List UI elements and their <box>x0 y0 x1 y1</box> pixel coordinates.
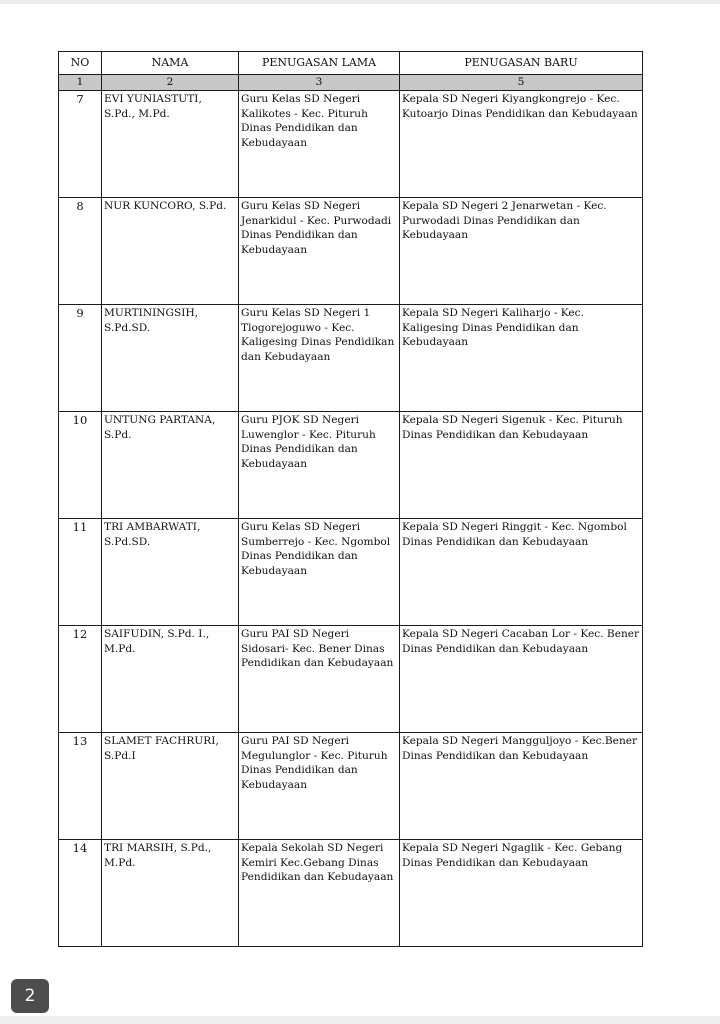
cell-penugasan-baru: Kepala SD Negeri Ngaglik - Kec. Gebang Dinas Pendidikan dan Kebudayaan <box>400 840 643 947</box>
table-row <box>59 840 643 947</box>
cell-penugasan-lama: Guru Kelas SD Negeri Kalikotes - Kec. Pituruh Dinas Pendidikan dan Kebudayaan <box>239 91 400 198</box>
viewer-bottom-bar <box>0 1016 720 1024</box>
table-row <box>59 412 643 519</box>
header-row <box>59 52 643 75</box>
header-penugasan-lama: PENUGASAN LAMA <box>239 52 400 75</box>
page-number-badge[interactable]: 2 <box>11 979 49 1013</box>
cell-nama: EVI YUNIASTUTI, S.Pd., M.Pd. <box>102 91 239 198</box>
cell-penugasan-baru: Kepala SD Negeri 2 Jenarwetan - Kec. Purwodadi Dinas Pendidikan dan Kebudayaan <box>400 198 643 305</box>
assignment-table <box>58 51 643 947</box>
column-number-no: 1 <box>59 75 102 91</box>
column-number-baru: 5 <box>400 75 643 91</box>
cell-penugasan-baru: Kepala SD Negeri Kiyangkongrejo - Kec. Kutoarjo Dinas Pendidikan dan Kebudayaan <box>400 91 643 198</box>
header-nama: NAMA <box>102 52 239 75</box>
cell-nama: SLAMET FACHRURI, S.Pd.I <box>102 733 239 840</box>
cell-nama: TRI AMBARWATI, S.Pd.SD. <box>102 519 239 626</box>
cell-nama: UNTUNG PARTANA, S.Pd. <box>102 412 239 519</box>
cell-no: 10 <box>59 412 102 519</box>
cell-penugasan-baru: Kepala SD Negeri Kaliharjo - Kec. Kaligesing Dinas Pendidikan dan Kebudayaan <box>400 305 643 412</box>
table-row <box>59 519 643 626</box>
cell-no: 13 <box>59 733 102 840</box>
cell-no: 12 <box>59 626 102 733</box>
column-number-nama: 2 <box>102 75 239 91</box>
cell-penugasan-lama: Guru Kelas SD Negeri Sumberrejo - Kec. Ngombol Dinas Pendidikan dan Kebudayaan <box>239 519 400 626</box>
cell-no: 8 <box>59 198 102 305</box>
table-row <box>59 733 643 840</box>
cell-penugasan-lama: Guru PJOK SD Negeri Luwenglor - Kec. Pituruh Dinas Pendidikan dan Kebudayaan <box>239 412 400 519</box>
cell-nama: NUR KUNCORO, S.Pd. <box>102 198 239 305</box>
cell-penugasan-baru: Kepala SD Negeri Mangguljoyo - Kec.Bener Dinas Pendidikan dan Kebudayaan <box>400 733 643 840</box>
table-row <box>59 305 643 412</box>
cell-penugasan-lama: Guru Kelas SD Negeri Jenarkidul - Kec. Purwodadi Dinas Pendidikan dan Kebudayaan <box>239 198 400 305</box>
table-row <box>59 198 643 305</box>
header-no: NO <box>59 52 102 75</box>
cell-no: 11 <box>59 519 102 626</box>
cell-nama: SAIFUDIN, S.Pd. I., M.Pd. <box>102 626 239 733</box>
cell-penugasan-lama: Guru Kelas SD Negeri 1 Tlogorejoguwo - Kec. Kaligesing Dinas Pendidikan dan Kebudayaan <box>239 305 400 412</box>
column-number-row <box>59 75 643 91</box>
cell-penugasan-lama: Guru PAI SD Negeri Sidosari- Kec. Bener Dinas Pendidikan dan Kebudayaan <box>239 626 400 733</box>
cell-penugasan-lama: Kepala Sekolah SD Negeri Kemiri Kec.Gebang Dinas Pendidikan dan Kebudayaan <box>239 840 400 947</box>
table-row <box>59 626 643 733</box>
cell-penugasan-baru: Kepala SD Negeri Sigenuk - Kec. Pituruh Dinas Pendidikan dan Kebudayaan <box>400 412 643 519</box>
table-row <box>59 91 643 198</box>
column-number-lama: 3 <box>239 75 400 91</box>
cell-no: 9 <box>59 305 102 412</box>
cell-penugasan-baru: Kepala SD Negeri Ringgit - Kec. Ngombol Dinas Pendidikan dan Kebudayaan <box>400 519 643 626</box>
cell-nama: MURTININGSIH, S.Pd.SD. <box>102 305 239 412</box>
cell-nama: TRI MARSIH, S.Pd., M.Pd. <box>102 840 239 947</box>
cell-penugasan-lama: Guru PAI SD Negeri Megulunglor - Kec. Pituruh Dinas Pendidikan dan Kebudayaan <box>239 733 400 840</box>
header-penugasan-baru: PENUGASAN BARU <box>400 52 643 75</box>
cell-no: 14 <box>59 840 102 947</box>
cell-penugasan-baru: Kepala SD Negeri Cacaban Lor - Kec. Bener Dinas Pendidikan dan Kebudayaan <box>400 626 643 733</box>
cell-no: 7 <box>59 91 102 198</box>
viewer-top-bar <box>0 0 720 4</box>
